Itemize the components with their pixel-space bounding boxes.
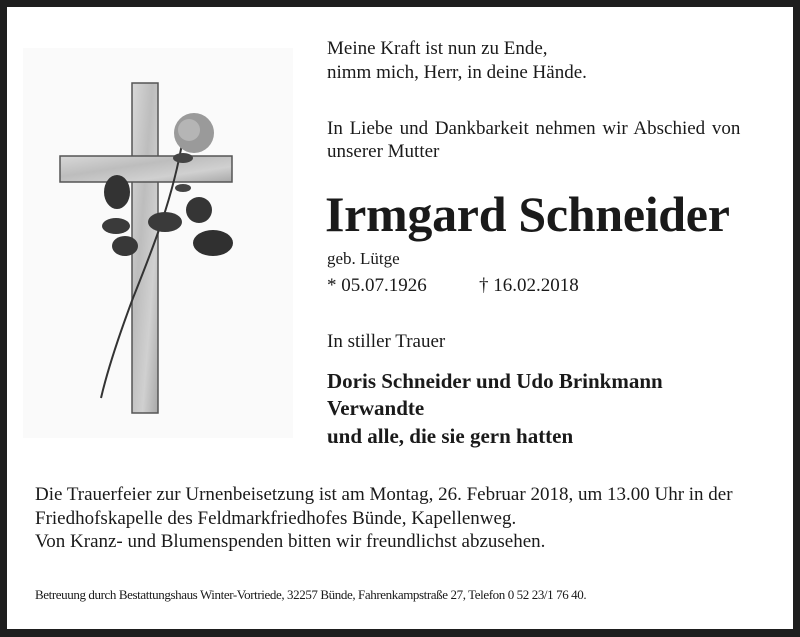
deceased-name: Irmgard Schneider <box>325 186 730 242</box>
ceremony-line: Die Trauerfeier zur Urnenbeisetzung ist am Montag, 26. Februar 2018, um 13.00 Uhr in der <box>35 484 733 505</box>
death-date: † 16.02.2018 <box>479 275 579 296</box>
ceremony-line: Friedhofskapelle des Feldmarkfriedhofes Bünde, Kapellenweg. <box>35 508 517 529</box>
cross-with-rose-icon <box>23 48 293 438</box>
verse-line: Meine Kraft ist nun zu Ende, <box>327 38 548 59</box>
verse-line: nimm mich, Herr, in deine Hände. <box>327 62 587 83</box>
intro-line: In Liebe und Dankbarkeit nehmen wir Abschied von <box>327 118 741 139</box>
mourner-line: und alle, die sie gern hatten <box>327 424 574 448</box>
ceremony-line: Von Kranz- und Blumenspenden bitten wir freundlichst abzusehen. <box>35 531 546 552</box>
mourner-line: Doris Schneider und Udo Brinkmann <box>327 369 663 393</box>
intro-line: unserer Mutter <box>327 141 440 162</box>
mourning-label: In stiller Trauer <box>327 331 446 352</box>
maiden-name: geb. Lütge <box>327 249 400 268</box>
birth-date: * 05.07.1926 <box>327 275 427 296</box>
mourner-line: Verwandte <box>327 396 425 420</box>
funeral-home-footer: Betreuung durch Bestattungshaus Winter-Vortriede, 32257 Bünde, Fahrenkampstraße 27, Telefon 0 52 23/1 76 40. <box>35 587 587 602</box>
